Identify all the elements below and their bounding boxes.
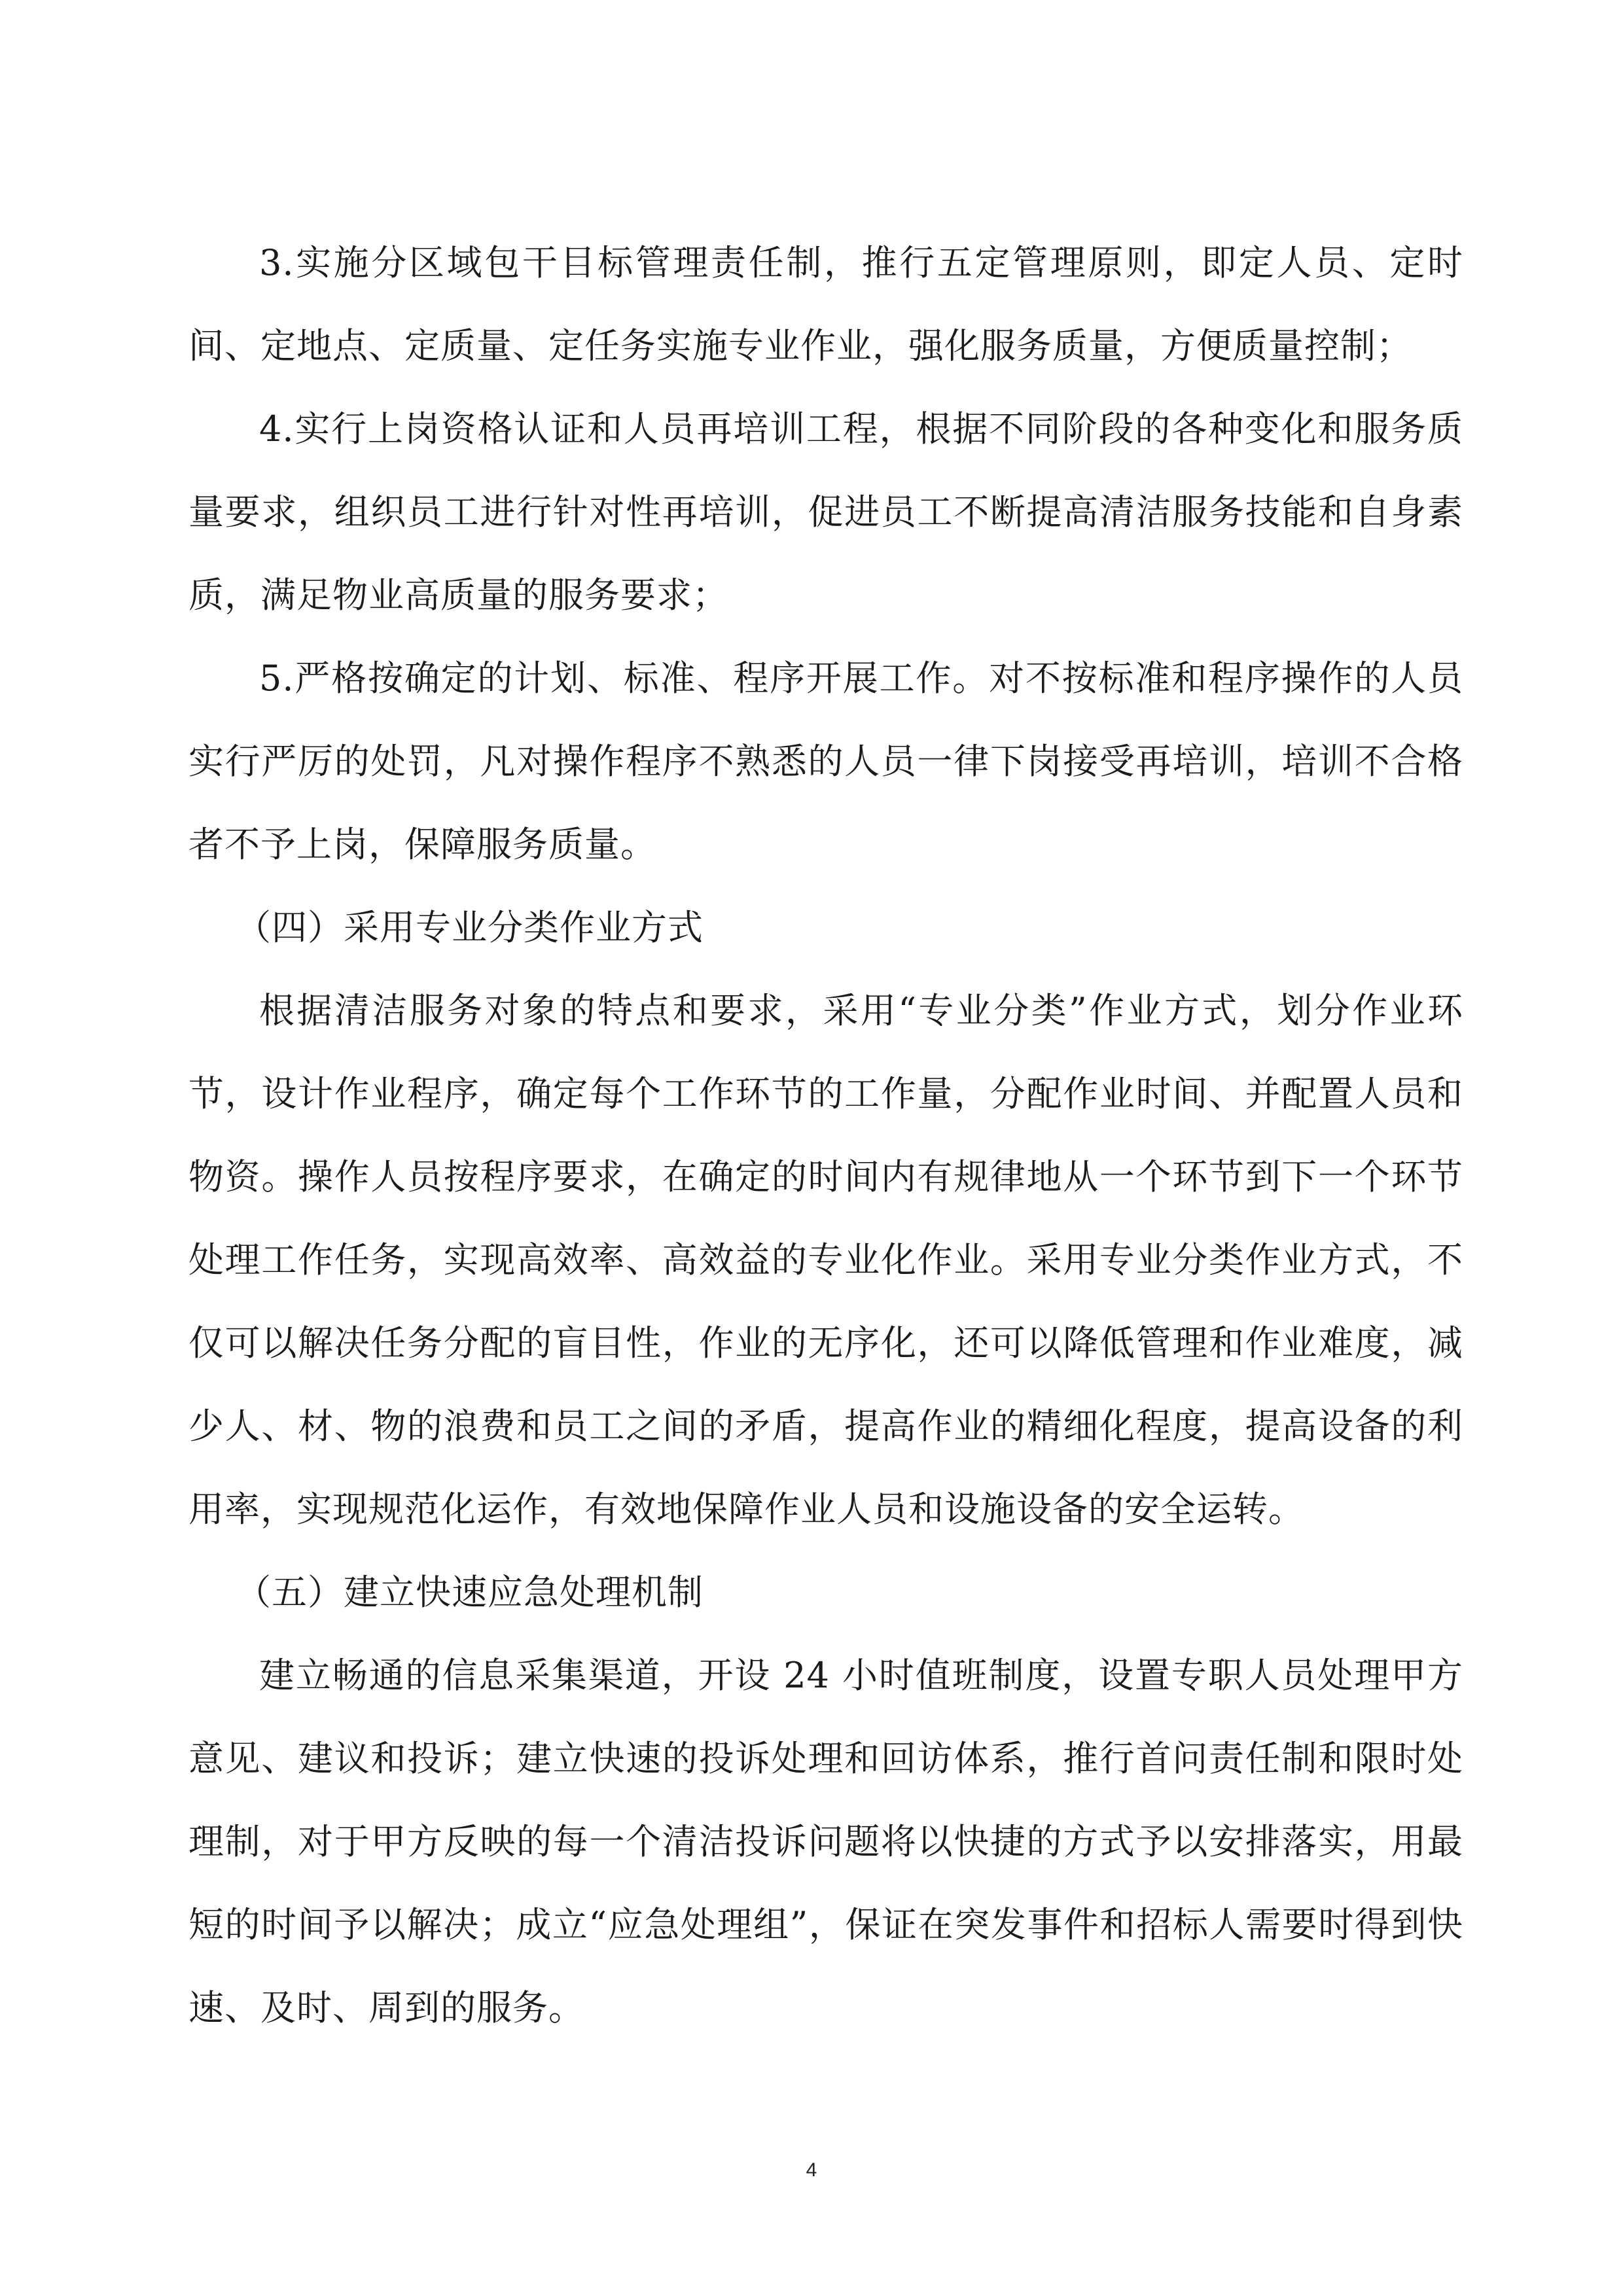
page-number: 4 [806, 2159, 817, 2181]
paragraph-section-4: 根据清洁服务对象的特点和要求，采用“专业分类”作业方式，划分作业环节，设计作业程序，确定每个工作环节的工作量，分配作业时间、并配置人员和物资。操作人员按程序要求，在确定的时间内有规律地从一个环节到下一个环节处理工作任务，实现高效率、高效益的专业化作业。采用专业分类作业方式，不仅可以解决任务分配的盲目性，作业的无序化，还可以降低管理和作业难度，减少人、材、物的浪费和员工之间的矛盾，提高作业的精细化程度，提高设备的利用率，实现规范化运作，有效地保障作业人员和设施设备的安全运转。 [188, 990, 1463, 1530]
document-body [188, 221, 1463, 2049]
paragraph-item-5: 5.严格按确定的计划、标准、程序开展工作。对不按标准和程序操作的人员实行严厉的处罚，凡对操作程序不熟悉的人员一律下岗接受再培训，培训不合格者不予上岗，保障服务质量。 [188, 658, 1463, 865]
section-heading-4: （四）采用专业分类作业方式 [236, 907, 704, 948]
section-heading-5: （五）建立快速应急处理机制 [236, 1572, 704, 1613]
paragraph-section-5: 建立畅通的信息采集渠道，开设 24 小时值班制度，设置专职人员处理甲方意见、建议和投诉；建立快速的投诉处理和回访体系，推行首问责任制和限时处理制，对于甲方反映的每一个清洁投诉问题将以快捷的方式予以安排落实，用最短的时间予以解决；成立“应急处理组”，保证在突发事件和招标人需要时得到快速、及时、周到的服务。 [188, 1655, 1463, 2028]
paragraph-item-3: 3.实施分区域包干目标管理责任制，推行五定管理原则，即定人员、定时间、定地点、定质量、定任务实施专业作业，强化服务质量，方便质量控制； [188, 242, 1463, 366]
paragraph-item-4: 4.实行上岗资格认证和人员再培训工程，根据不同阶段的各种变化和服务质量要求，组织员工进行针对性再培训，促进员工不断提高清洁服务技能和自身素质，满足物业高质量的服务要求； [188, 408, 1463, 616]
